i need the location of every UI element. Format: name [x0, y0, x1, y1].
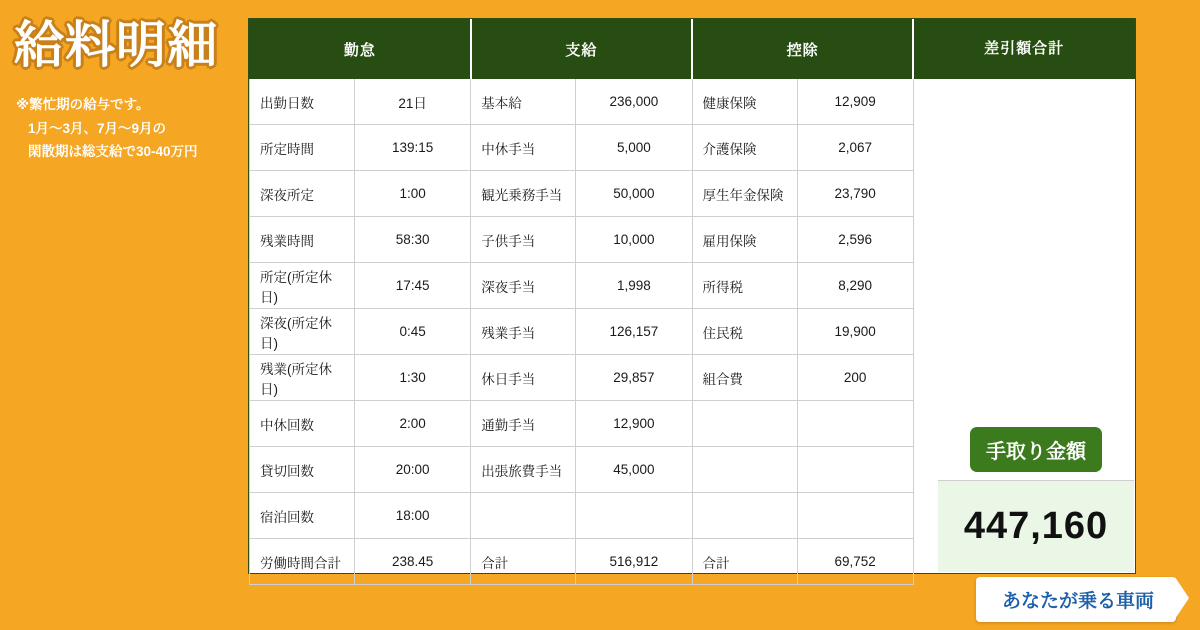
net-amount-box [938, 480, 1134, 572]
payment-value: 50,000 [576, 171, 692, 217]
attendance-value: 58:30 [355, 217, 471, 263]
payment-value: 10,000 [576, 217, 692, 263]
attendance-value: 21日 [355, 79, 471, 125]
deduction-label: 所得税 [692, 263, 797, 309]
page-title: 給料明細 [14, 17, 218, 73]
deduction-label: 住民税 [692, 309, 797, 355]
attendance-label: 深夜所定 [250, 171, 355, 217]
attendance-label: 深夜(所定休日) [250, 309, 355, 355]
deduction-value [797, 447, 913, 493]
attendance-value: 2:00 [355, 401, 471, 447]
attendance-value: 18:00 [355, 493, 471, 539]
attendance-value: 1:00 [355, 171, 471, 217]
payment-value: 126,157 [576, 309, 692, 355]
header-deduction: 控除 [692, 20, 913, 79]
deduction-label: 介護保険 [692, 125, 797, 171]
payment-value: 12,900 [576, 401, 692, 447]
deduction-label [692, 401, 797, 447]
payment-value: 236,000 [576, 79, 692, 125]
net-column-overlay [938, 76, 1134, 574]
payment-label: 基本給 [471, 79, 576, 125]
note-line: ※繁忙期の給与です。 [16, 97, 150, 112]
payment-value [576, 493, 692, 539]
deduction-value: 8,290 [797, 263, 913, 309]
payment-value: 29,857 [576, 355, 692, 401]
attendance-value: 20:00 [355, 447, 471, 493]
header-attendance: 勤怠 [250, 20, 471, 79]
deduction-value: 2,596 [797, 217, 913, 263]
deduction-value [797, 401, 913, 447]
payment-label: 出張旅費手当 [471, 447, 576, 493]
payment-label: 中休手当 [471, 125, 576, 171]
payment-label: 観光乗務手当 [471, 171, 576, 217]
attendance-value: 1:30 [355, 355, 471, 401]
attendance-label: 所定(所定休日) [250, 263, 355, 309]
table-header-row [250, 20, 1135, 79]
payment-value: 1,998 [576, 263, 692, 309]
payment-label: 休日手当 [471, 355, 576, 401]
payment-label: 通勤手当 [471, 401, 576, 447]
attendance-label: 出勤日数 [250, 79, 355, 125]
payment-label: 合計 [471, 539, 576, 585]
attendance-value: 139:15 [355, 125, 471, 171]
deduction-value: 19,900 [797, 309, 913, 355]
note-block [16, 93, 238, 164]
header-net-label: 差引額合計 [984, 40, 1065, 57]
deduction-label [692, 447, 797, 493]
deduction-label: 合計 [692, 539, 797, 585]
deduction-value [797, 493, 913, 539]
deduction-label: 健康保険 [692, 79, 797, 125]
deduction-label [692, 493, 797, 539]
attendance-label: 中休回数 [250, 401, 355, 447]
payment-label: 残業手当 [471, 309, 576, 355]
payment-label: 深夜手当 [471, 263, 576, 309]
attendance-label: 残業時間 [250, 217, 355, 263]
left-info-panel [0, 0, 248, 630]
deduction-value: 69,752 [797, 539, 913, 585]
attendance-label: 宿泊回数 [250, 493, 355, 539]
attendance-value: 0:45 [355, 309, 471, 355]
attendance-value: 238.45 [355, 539, 471, 585]
net-amount-value: 447,160 [963, 505, 1109, 547]
attendance-label: 残業(所定休日) [250, 355, 355, 401]
note-line: 1月〜3月、7月〜9月の [28, 120, 167, 136]
vehicle-ribbon[interactable]: あなたが乗る車両 [976, 577, 1176, 622]
deduction-label: 雇用保険 [692, 217, 797, 263]
attendance-label: 所定時間 [250, 125, 355, 171]
payment-value: 45,000 [576, 447, 692, 493]
header-payment: 支給 [471, 20, 692, 79]
deduction-value: 12,909 [797, 79, 913, 125]
payment-value: 516,912 [576, 539, 692, 585]
header-net [913, 20, 1134, 79]
deduction-value: 200 [797, 355, 913, 401]
payment-label [471, 493, 576, 539]
net-amount-badge: 手取り金額 [970, 427, 1102, 472]
payment-label: 子供手当 [471, 217, 576, 263]
deduction-label: 組合費 [692, 355, 797, 401]
note-line: 閑散期は総支給で30-40万円 [28, 144, 198, 160]
deduction-value: 23,790 [797, 171, 913, 217]
payment-value: 5,000 [576, 125, 692, 171]
deduction-label: 厚生年金保険 [692, 171, 797, 217]
attendance-label: 貸切回数 [250, 447, 355, 493]
attendance-label: 労働時間合計 [250, 539, 355, 585]
payslip-sheet [248, 18, 1136, 574]
deduction-value: 2,067 [797, 125, 913, 171]
attendance-value: 17:45 [355, 263, 471, 309]
